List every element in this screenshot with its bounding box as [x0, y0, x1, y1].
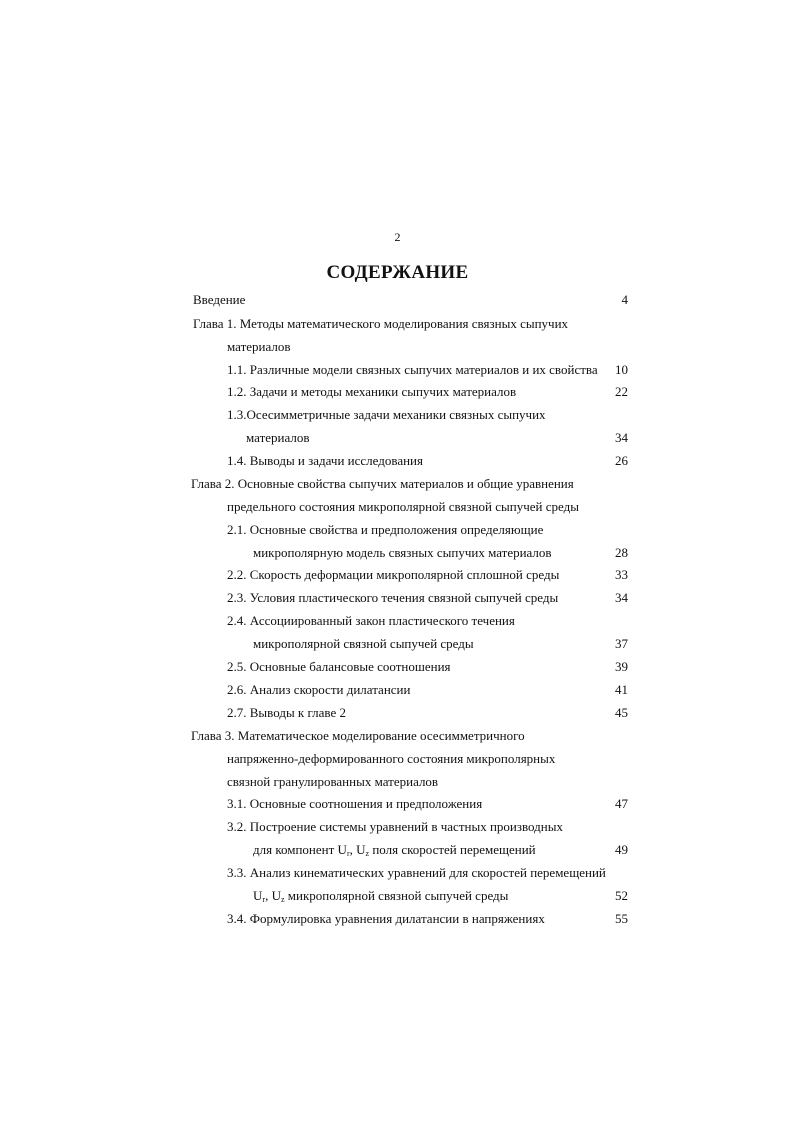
toc-s2-1-line1: 2.1. Основные свойства и предположения определяющие — [227, 522, 544, 537]
toc-s3-2-line2-pre: для компонент U — [253, 842, 347, 857]
toc-s3-2-line2-post: поля скоростей перемещений — [369, 842, 536, 857]
toc-s1-4-label: 1.4. Выводы и задачи исследования — [227, 453, 423, 468]
toc-s3-2-page: 49 — [615, 842, 628, 857]
toc-ch3-line3: связной гранулированных материалов — [227, 774, 439, 789]
toc-s3-2-line1: 3.2. Построение системы уравнений в частных производных — [227, 819, 563, 834]
toc-s3-3-comma: , U — [265, 888, 281, 903]
toc-s3-3-sub-z: z — [280, 895, 285, 904]
toc-intro-label: Введение — [193, 292, 246, 307]
toc-s2-2-label: 2.2. Скорость деформации микрополярной сплошной среды — [227, 567, 560, 582]
toc-s3-1-page: 47 — [615, 796, 628, 811]
page-number: 2 — [394, 230, 401, 244]
toc-s3-3-sub-r: r — [262, 895, 266, 904]
toc-s2-7-page: 45 — [615, 705, 628, 720]
toc-s1-1-page: 10 — [615, 362, 628, 377]
toc-s2-1-page: 28 — [615, 545, 628, 560]
toc-s1-3-page: 34 — [615, 430, 628, 445]
toc-intro-page: 4 — [621, 292, 628, 307]
toc-s1-1-label: 1.1. Различные модели связных сыпучих материалов и их свойства — [227, 362, 598, 377]
page-title: СОДЕРЖАНИЕ — [326, 262, 469, 283]
toc-ch1-line2: материалов — [227, 339, 291, 354]
toc-s2-1-line2: микрополярную модель связных сыпучих материалов — [253, 545, 552, 560]
toc-s1-2-label: 1.2. Задачи и методы механики сыпучих материалов — [227, 384, 517, 399]
toc-s2-4-line2: микрополярной связной сыпучей среды — [253, 636, 474, 651]
toc-s3-3-line1: 3.3. Анализ кинематических уравнений для скоростей перемещений — [227, 865, 606, 880]
toc-s1-3-line1: 1.3.Осесимметричные задачи механики связных сыпучих — [227, 407, 546, 422]
toc-s3-4-label: 3.4. Формулировка уравнения дилатансии в напряжениях — [227, 911, 545, 926]
toc-s2-7-label: 2.7. Выводы к главе 2 — [227, 705, 347, 720]
toc-s1-3-line2: материалов — [246, 430, 310, 445]
toc-ch3-line1: Глава 3. Математическое моделирование осесимметричного — [191, 728, 525, 743]
toc-s3-3-page: 52 — [615, 888, 628, 903]
toc-ch2-line1: Глава 2. Основные свойства сыпучих материалов и общие уравнения — [191, 476, 574, 491]
toc-s2-5-page: 39 — [615, 659, 628, 674]
toc-s1-4-page: 26 — [615, 453, 628, 468]
toc-s3-2-line2 — [253, 842, 536, 858]
toc-s2-3-label: 2.3. Условия пластического течения связной сыпучей среды — [227, 590, 559, 605]
toc-s2-2-page: 33 — [615, 567, 628, 582]
toc-ch2-line2: предельного состояния микрополярной связной сыпучей среды — [227, 499, 579, 514]
toc-s2-5-label: 2.5. Основные балансовые соотношения — [227, 659, 451, 674]
toc-ch1-line1: Глава 1. Методы математического моделирования связных сыпучих — [193, 316, 569, 331]
toc-s2-4-page: 37 — [615, 636, 628, 651]
toc-s3-3-line2-pre: U — [253, 888, 263, 903]
toc-s1-2-page: 22 — [615, 384, 628, 399]
toc-s3-2-sub-z: z — [365, 849, 370, 858]
toc-s3-2-sub-r: r — [346, 849, 350, 858]
toc-s2-6-label: 2.6. Анализ скорости дилатансии — [227, 682, 411, 697]
toc-s3-2-comma: , U — [349, 842, 366, 857]
toc-s3-4-page: 55 — [615, 911, 628, 926]
toc-ch3-line2: напряженно-деформированного состояния микрополярных — [227, 751, 556, 766]
toc-s2-4-line1: 2.4. Ассоциированный закон пластического течения — [227, 613, 515, 628]
toc-s3-3-line2 — [253, 888, 508, 904]
toc-s2-3-page: 34 — [615, 590, 628, 605]
toc-s3-1-label: 3.1. Основные соотношения и предположения — [227, 796, 483, 811]
toc-s3-3-line2-post: микрополярной связной сыпучей среды — [284, 888, 509, 903]
toc-s2-6-page: 41 — [615, 682, 628, 697]
